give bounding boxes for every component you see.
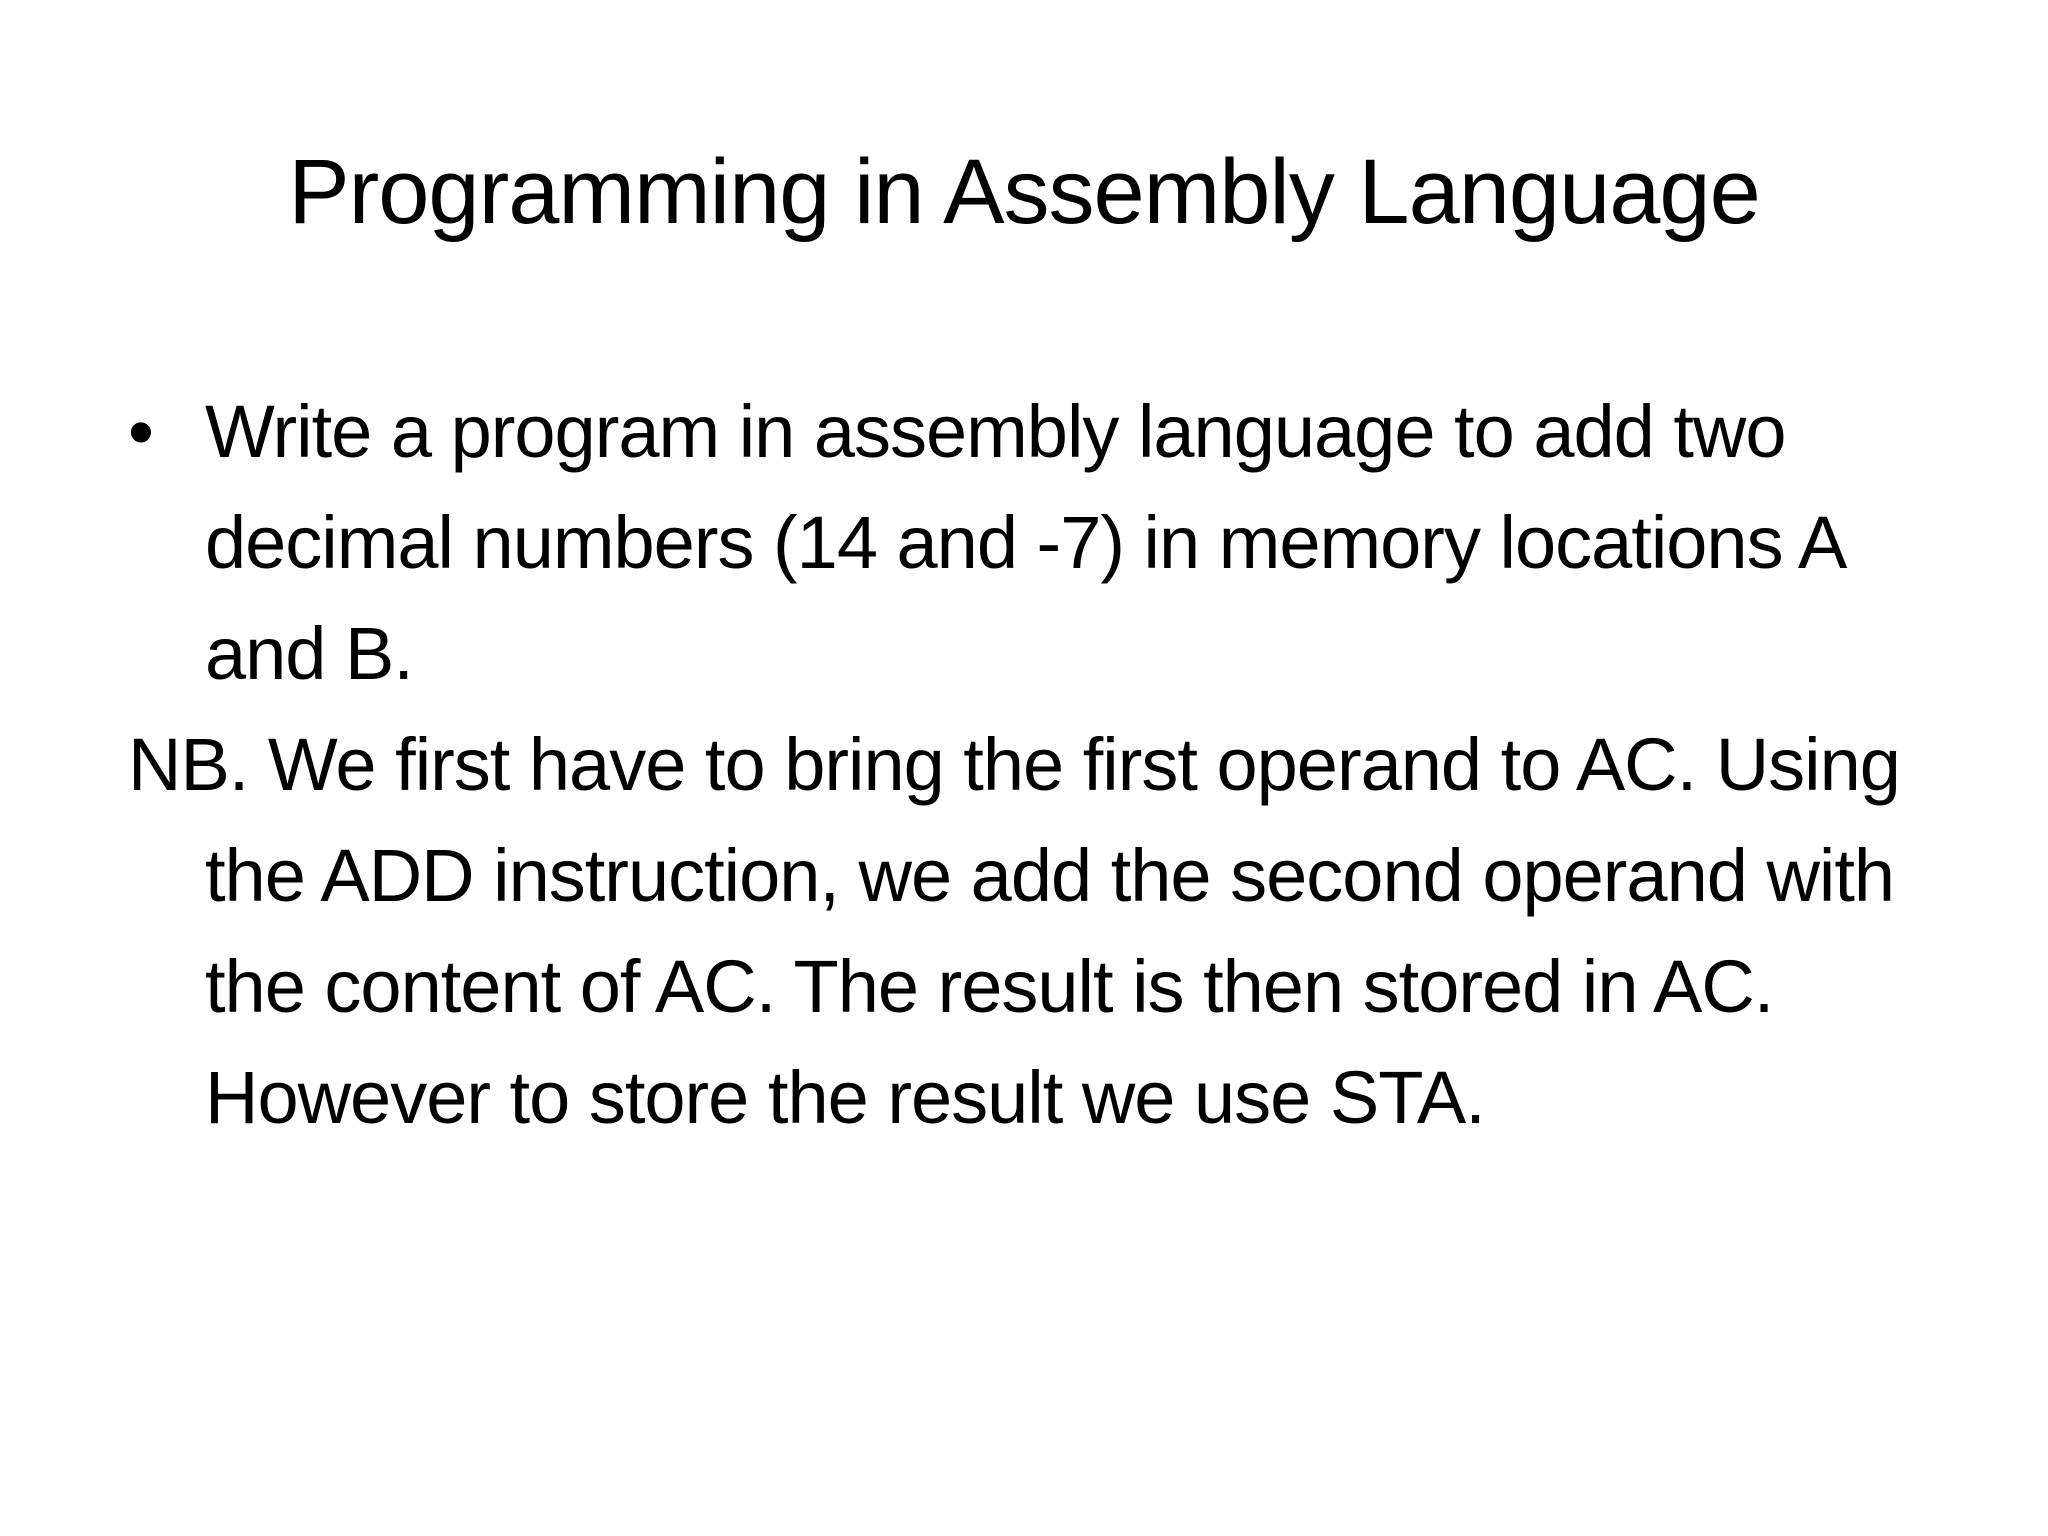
bullet-item bbox=[128, 376, 1968, 709]
slide-title: Programming in Assembly Language bbox=[288, 141, 1760, 243]
note-paragraph: NB. We first have to bring the first operand to AC. Using the ADD instruction, we add the second operand with the content of AC. The result is then stored in AC. However to store the result we use STA. bbox=[128, 723, 1900, 1139]
slide-body bbox=[128, 376, 1968, 1153]
bullet-marker: • bbox=[128, 390, 153, 473]
bullet-text: Write a program in assembly language to add two decimal numbers (14 and -7) in memory locations A and B. bbox=[205, 390, 1843, 695]
